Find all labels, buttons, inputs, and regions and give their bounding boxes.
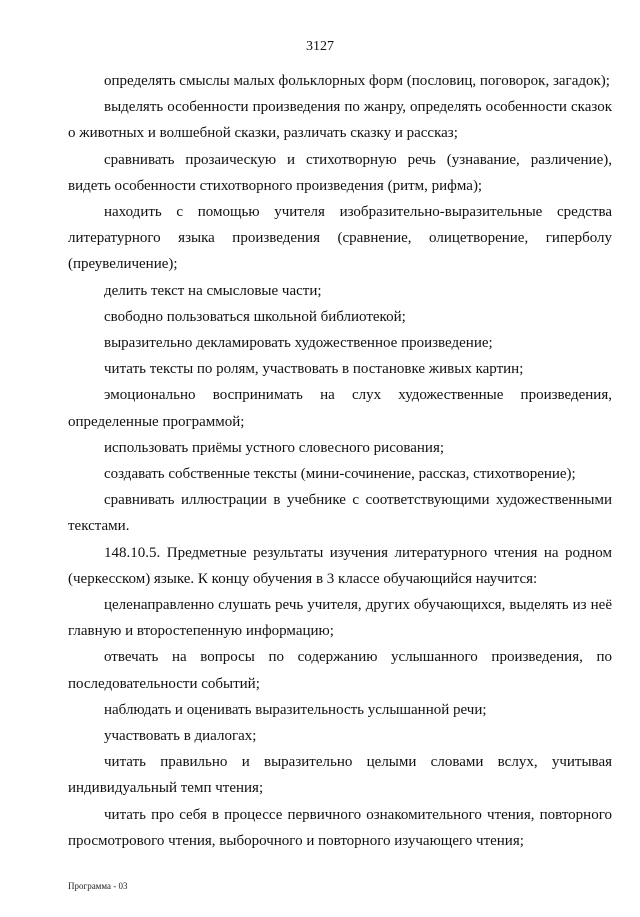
paragraph-13: 148.10.5. Предметные результаты изучения литературного чтения на родном (черкесском) языке. К концу обучения в 3 классе обучающийся научится: [68, 544, 612, 587]
paragraph-5: делить текст на смысловые части; [104, 282, 322, 299]
paragraph-7: выразительно декламировать художественное произведение; [104, 335, 493, 352]
paragraph-19: читать про себя в процессе первичного ознакомительного чтения, повторного просмотрового чтения, выборочного и повторного изучающего чтения; [68, 806, 612, 849]
paragraph-10: использовать приёмы устного словесного рисования; [104, 439, 445, 456]
paragraph-15: отвечать на вопросы по содержанию услышанного произведения, по последовательности событий; [68, 649, 612, 692]
paragraph-2: выделять особенности произведения по жанру, определять особенности сказок о животных и волшебной сказки, различать сказку и рассказ; [68, 99, 612, 142]
paragraph-3: сравнивать прозаическую и стихотворную речь (узнавание, различение), видеть особенности стихотворного произведения (ритм, рифма); [68, 151, 612, 194]
paragraph-18: читать правильно и выразительно целыми словами вслух, учитывая индивидуальный темп чтения; [68, 754, 612, 797]
paragraph-4: находить с помощью учителя изобразительно-выразительные средства литературного языка произведения (сравнение, олицетворение, гиперболу (преувеличение); [68, 204, 612, 273]
paragraph-1: определять смыслы малых фольклорных форм (пословиц, поговорок, загадок); [104, 73, 610, 89]
paragraph-14: целенаправленно слушать речь учителя, других обучающихся, выделять из неё главную и второстепенную информацию; [68, 597, 612, 640]
document-body [68, 68, 612, 854]
page-number: 3127 [306, 39, 334, 54]
paragraph-12: сравнивать иллюстрации в учебнике с соответствующими художественными текстами. [68, 492, 612, 535]
footer-label: Программа - 03 [68, 881, 128, 891]
paragraph-8: читать тексты по ролям, участвовать в постановке живых картин; [104, 361, 524, 378]
paragraph-11: создавать собственные тексты (мини-сочинение, рассказ, стихотворение); [104, 466, 576, 483]
paragraph-16: наблюдать и оценивать выразительность услышанной речи; [104, 701, 487, 718]
paragraph-9: эмоционально воспринимать на слух художественные произведения, определенные программой; [68, 387, 612, 430]
paragraph-6: свободно пользоваться школьной библиотекой; [104, 308, 406, 325]
paragraph-17: участвовать в диалогах; [104, 728, 257, 745]
